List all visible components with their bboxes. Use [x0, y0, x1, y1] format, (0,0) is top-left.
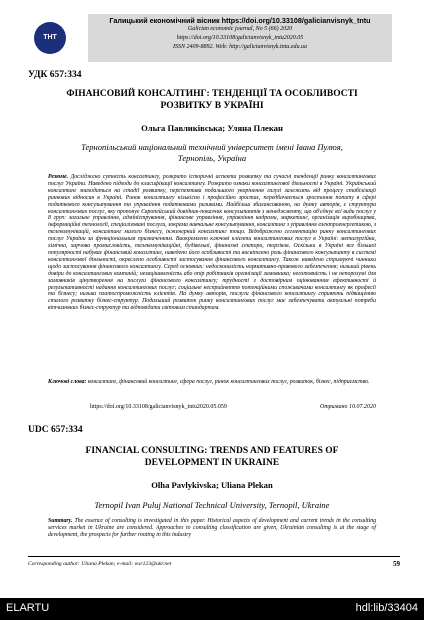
- keywords-ua: [48, 379, 376, 386]
- abstract-ua-lead: Резюме.: [48, 174, 69, 180]
- summary-en-text: The essence of consulting is investigated in this paper. Historical aspects of development and current trends in the consulting services market in Ukraine are considered. Approaches to consulting classification are given, Ukrainian consulting is at the stage of development, the prospects for further rooting in this industry: [48, 518, 376, 538]
- title-ua: [40, 88, 384, 112]
- udc-en: UDC 657:334: [28, 425, 83, 435]
- title-en: [40, 445, 384, 469]
- title-ua-line1: ФІНАНСОВИЙ КОНСАЛТИНГ: ТЕНДЕНЦІЇ ТА ОСОБЛИВОСТІ: [66, 89, 358, 99]
- affiliation-en: Ternopil Ivan Puluj National Technical University, Ternopil, Ukraine: [94, 500, 330, 510]
- page-number: 59: [393, 560, 400, 568]
- title-en-line2: DEVELOPMENT IN UKRAINE: [144, 458, 280, 468]
- authors-en: Olha Pavlykivska; Uliana Plekan: [151, 480, 273, 490]
- abstract-ua: [48, 174, 376, 312]
- journal-doi: https://doi.org/10.33108/galicianvisnyk_tntu2020.05: [176, 35, 304, 41]
- summary-en-lead: Summary.: [48, 518, 73, 524]
- affiliation-ua-line1: Тернопільський національний технічний університет імені Івана Пулюя,: [81, 142, 343, 152]
- summary-en: [48, 518, 376, 539]
- journal-logo: [34, 22, 66, 54]
- abstract-ua-text: Досліджено сутність консалтингу, розкрито історичні аспекти розвитку та сучасні тенденції ринку консалтингових послуг України. Наведено підходи до класифікації консалтингу. Розкрито ознаки консалтингової діяльності в Україні. Український консалтинг знаходиться на стадії розвитку, перспектива подальшого укорінення галузі залежить від процесу стабілізації ринкових відносин в Україні. Ринок консалтингу кількісно і професійно зростає, передбачається зростання попиту в сфері податкового консультування та управління податковими ризиками. Найбільш збалансованою, на думку авторів, є структура консалтингових послуг, яку пропонує Європейський довідник-показчик консультантів з менеджменту, що об'єднує всі види послуг у 8 груп: загальне управління, адміністрування, фінансове управління, управління кадрами, маркетинг, організація виробництва, інформаційні технології, спеціалізовані послуги, зокрема навчальне консультування, консалтинг з управління електроенергетикою, з телекомунікацій, консалтинг малого бізнесу, інженерний консалтинг тощо. Відображено сегментацію ринку консалтингових послуг України за функціональним призначенням. Виокремлено ключові клієнти консалтингових послуг в Україні: металургійна, хімічна, харчова промисловість, телекомунікаційні, будівельні, фінансові сектори, торгівля. Оскільки в Україні все більшої популярності набуває фінансовий консалтинг, наведено його особливості та висвітлено роль фінансового консультанту в системі консалтингової діяльності, окреслено особливості застосування фінансового консалтингу. Також наведено стримуючі чинники щодо застосування фінансового консалтингу. Серед основних: недосконалість нормативно-правового забезпечення; низький рівень довіри до консалтингових компаній; незацікавленість або опір робітників організації замовника; неготовність і не непорозумі для замовників цінутворення на послуги фінансового консалтингу; трудності з достовірним оцінюванням ефективності й результативності надання консалтингових послуг; соціальне несприйняття потенційними споживачами консалтингу як професії та бізнесу; низька платоспроможність клієнтів. На думку авторів, послуги фінансового консалтингу сприяють підвищенню сталого розвитку бізнес-структур. Подальший розвиток ринку консалтингових послуг має забезпечувати актуальні потреби вітчизняних бізнес-структур та відповідати світовим стандартам.: [48, 174, 377, 312]
- repository-name: ELARTU: [6, 602, 50, 614]
- journal-title-ua: Галицький економічний вісник https://doi.org/10.33108/galicianvisnyk_tntu: [109, 16, 371, 25]
- title-en-line1: FINANCIAL CONSULTING: TRENDS AND FEATURES OF: [85, 446, 339, 456]
- article-doi-link[interactable]: https://doi.org/10.33108/galicianvisnyk_tntu2020.05.059: [90, 404, 227, 410]
- udc-ua: УДК 657:334: [28, 70, 82, 80]
- journal-info-box: [88, 14, 392, 62]
- repository-bar: [0, 598, 424, 620]
- journal-header: [28, 14, 400, 64]
- logo-text: ТНТ: [43, 34, 57, 41]
- keywords-ua-lead: Ключові слова:: [48, 379, 87, 385]
- affiliation-ua: [40, 142, 384, 164]
- corresponding-author: Corresponding author: Uliana Plekan; e-mail: wsr123@ukr.net: [28, 561, 172, 567]
- page-footer: [28, 561, 400, 567]
- affiliation-ua-line2: Тернопіль, Україна: [177, 153, 247, 163]
- authors-ua: Ольга Павликівська; Уляна Плекан: [141, 123, 283, 133]
- footer-divider: [28, 556, 400, 557]
- received-date: Отримано 10.07.2020: [320, 404, 376, 410]
- handle-link[interactable]: hdl:lib/33404: [355, 602, 418, 614]
- journal-issn: ISSN 2409-8892. Web: http://galicianvisnyk.tntu.edu.ua: [173, 44, 307, 50]
- journal-title-en: Galician economic journal, No 5 (66) 2020: [187, 26, 293, 32]
- title-ua-line2: РОЗВИТКУ В УКРАЇНІ: [160, 101, 264, 111]
- keywords-ua-text: консалтинг, фінансовий консалтинг, сфера послуг, ринок консалтингових послуг, розвиток, бізнес, підприємство.: [87, 379, 370, 385]
